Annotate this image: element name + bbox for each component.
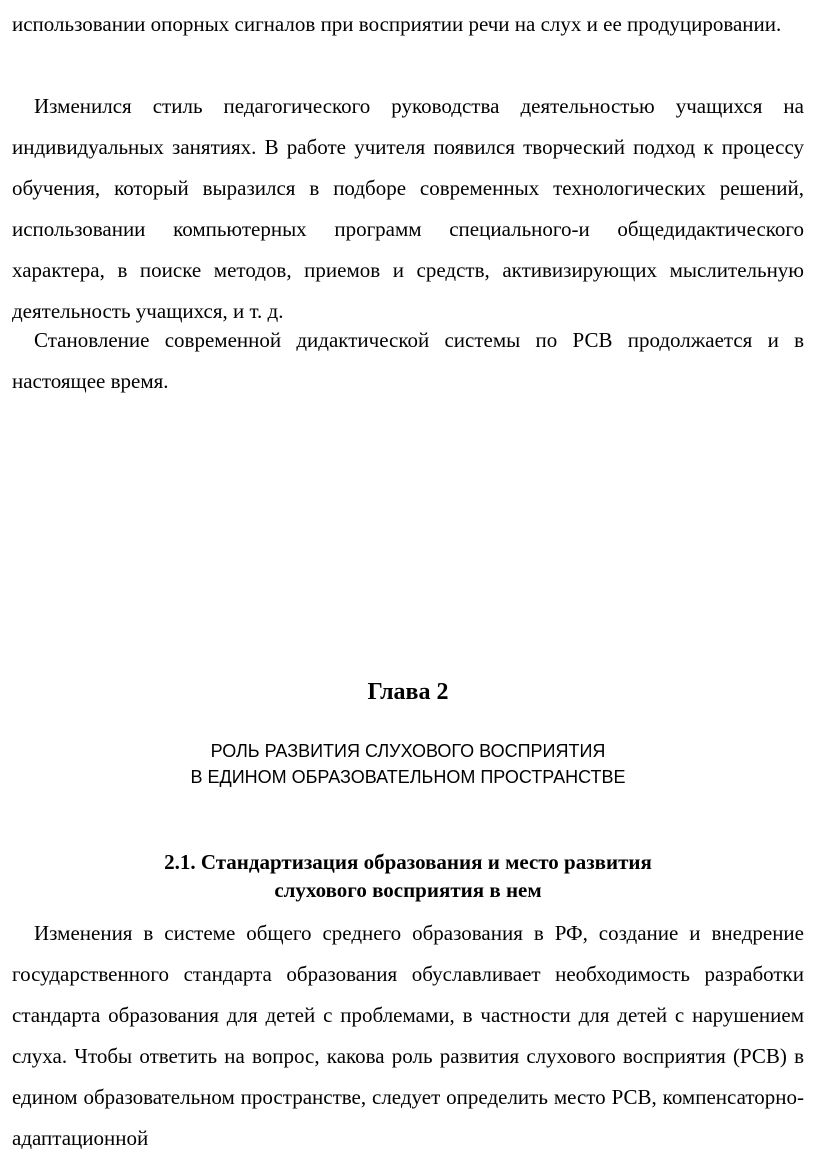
paragraph-teaching-style: Изменился стиль педагогического руководства деятельностью учащихся на индивидуальных занятиях. В работе учителя появился творческий подход к процессу обучения, который выразился в подборе современных технологических решений, использовании компьютерных программ специального-и общедидактического характера, в поиске методов, приемов и средств, активизирующих мыслительную деятельность учащихся, и т. д. bbox=[12, 94, 804, 323]
chapter-title: Глава 2 bbox=[367, 679, 449, 705]
paragraph-current-development: Становление современной дидактической системы по РСВ продолжается и в настоящее время. bbox=[12, 328, 804, 393]
section-title-line-2: слухового восприятия в нем bbox=[274, 878, 542, 902]
chapter-subtitle-line-2: В ЕДИНОМ ОБРАЗОВАТЕЛЬНОМ ПРОСТРАНСТВЕ bbox=[190, 767, 626, 787]
section-title-line-1: 2.1. Стандартизация образования и место развития bbox=[164, 850, 652, 874]
section-title bbox=[12, 848, 804, 904]
paragraph-education-changes: Изменения в системе общего среднего образования в РФ, создание и внедрение государственного стандарта образования обуславливает необходимость разработки стандарта образования для детей с проблемами, в частности для детей с нарушением слуха. Чтобы ответить на вопрос, какова роль развития слухового восприятия (РСВ) в едином образовательном пространстве, следует определить место РСВ, компенсаторно-адаптационной bbox=[12, 921, 804, 1150]
chapter-subtitle bbox=[12, 738, 804, 790]
chapter-subtitle-line-1: РОЛЬ РАЗВИТИЯ СЛУХОВОГО ВОСПРИЯТИЯ bbox=[210, 741, 606, 761]
paragraph-opening-fragment: использовании опорных сигналов при восприятии речи на слух и ее продуцировании. bbox=[12, 12, 782, 36]
document-page bbox=[12, 0, 804, 1162]
